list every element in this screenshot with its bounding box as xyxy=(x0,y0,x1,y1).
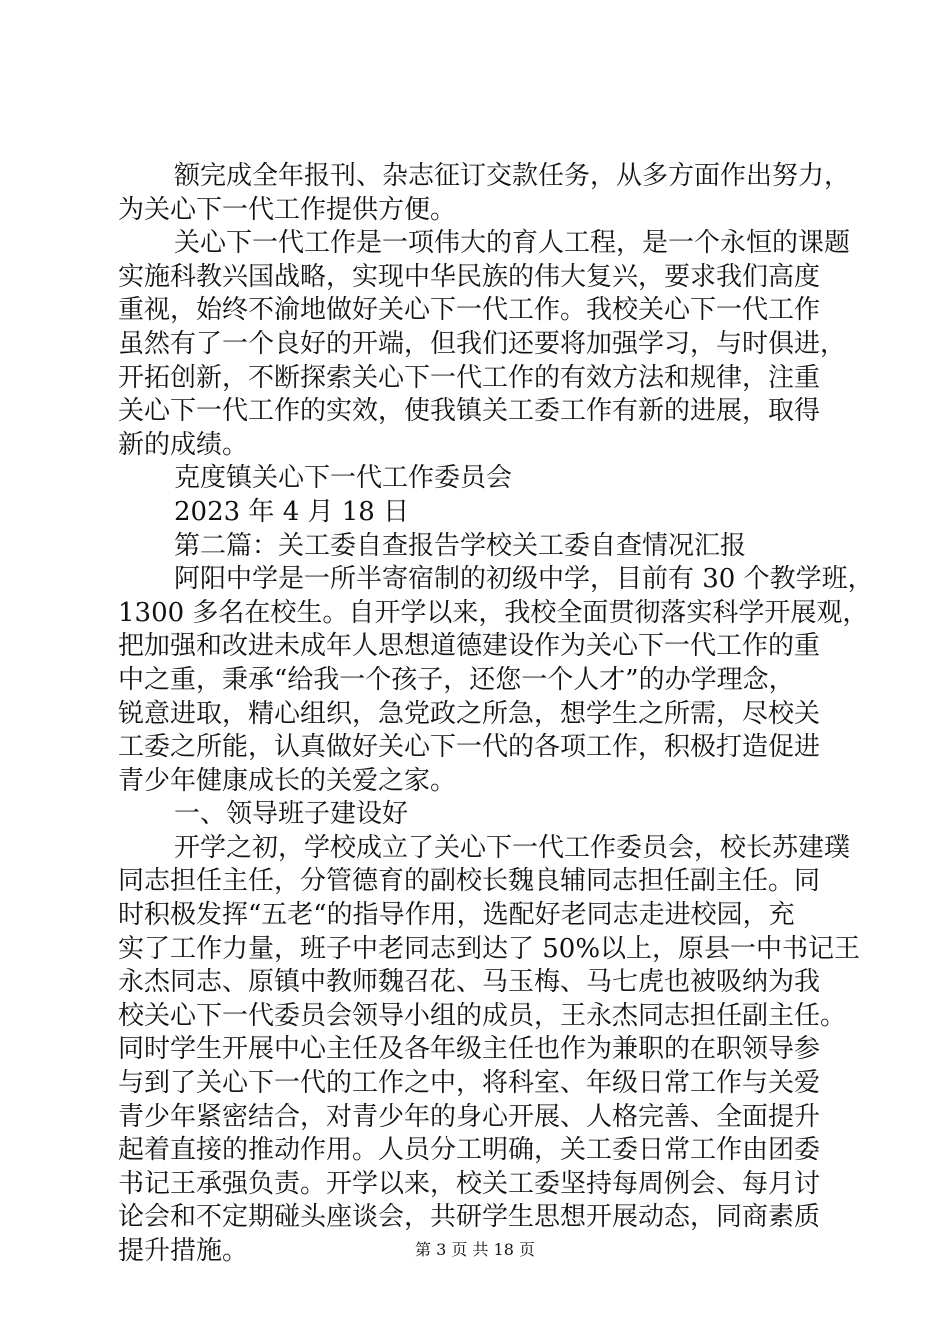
text-line: 关心下一代工作的实效，使我镇关工委工作有新的进展，取得 xyxy=(118,396,821,427)
text-line: 与到了关心下一代的工作之中，将科室、年级日常工作与关爱 xyxy=(118,1068,821,1099)
text-line: 时积极发挥“五老“的指导作用，选配好老同志走进校园，充 xyxy=(118,900,795,931)
text-line: 青少年健康成长的关爱之家。 xyxy=(118,765,457,796)
text-line: 实了工作力量，班子中老同志到达了 50%以上，原县一中书记王 xyxy=(118,933,861,964)
text-line: 新的成绩。 xyxy=(118,429,249,460)
text-line: 虽然有了一个良好的开端，但我们还要将加强学习，与时俱进， xyxy=(118,328,847,359)
text-line: 把加强和改进未成年人思想道德建设作为关心下一代工作的重 xyxy=(118,631,821,662)
section-heading: 第二篇：关工委自查报告学校关工委自查情况汇报 xyxy=(174,530,747,561)
page-number-footer: 第 3 页 共 18 页 xyxy=(415,1240,535,1259)
text-line: 同志担任主任，分管德育的副校长魏良辅同志担任副主任。同 xyxy=(118,866,821,897)
text-line: 起着直接的推动作用。人员分工明确，关工委日常工作由团委 xyxy=(118,1135,821,1166)
text-line: 关心下一代工作是一项伟大的育人工程，是一个永恒的课题 xyxy=(174,228,851,259)
subsection-heading: 一、领导班子建设好 xyxy=(174,799,409,830)
text-line: 1300 多名在校生。自开学以来，我校全面贯彻落实科学开展观， xyxy=(118,597,869,628)
text-line: 锐意进取，精心组织，急党政之所急，想学生之所需，尽校关 xyxy=(118,698,821,729)
text-line: 校关心下一代委员会领导小组的成员，王永杰同志担任副主任。 xyxy=(118,1000,847,1031)
text-line: 永杰同志、原镇中教师魏召花、马玉梅、马七虎也被吸纳为我 xyxy=(118,967,821,998)
text-line: 阿阳中学是一所半寄宿制的初级中学，目前有 30 个教学班， xyxy=(174,564,874,595)
signature-date: 2023 年 4 月 18 日 xyxy=(174,496,410,527)
text-line: 同时学生开展中心主任及各年级主任也作为兼职的在职领导参 xyxy=(118,1034,821,1065)
text-line: 书记王承强负责。开学以来，校关工委坚持每周例会、每月讨 xyxy=(118,1168,821,1199)
text-line: 开拓创新，不断探索关心下一代工作的有效方法和规律，注重 xyxy=(118,362,821,393)
text-line: 额完成全年报刊、杂志征订交款任务，从多方面作出努力， xyxy=(174,161,851,191)
document-body xyxy=(118,160,874,1269)
text-line: 开学之初，学校成立了关心下一代工作委员会，校长苏建璞 xyxy=(174,832,851,863)
text-line: 提升措施。 xyxy=(118,1236,249,1266)
text-line: 为关心下一代工作提供方便。 xyxy=(118,194,457,225)
text-line: 中之重，秉承“给我一个孩子，还您一个人才”的办学理念， xyxy=(118,664,795,695)
signature-org: 克度镇关心下一代工作委员会 xyxy=(174,463,513,494)
text-line: 工委之所能，认真做好关心下一代的各项工作，积极打造促进 xyxy=(118,732,821,763)
text-line: 实施科教兴国战略，实现中华民族的伟大复兴，要求我们高度 xyxy=(118,261,821,292)
text-line: 论会和不定期碰头座谈会，共研学生思想开展动态，同商素质 xyxy=(118,1202,821,1233)
text-line: 重视，始终不渝地做好关心下一代工作。我校关心下一代工作 xyxy=(118,295,821,326)
text-line: 青少年紧密结合，对青少年的身心开展、人格完善、全面提升 xyxy=(118,1101,821,1132)
